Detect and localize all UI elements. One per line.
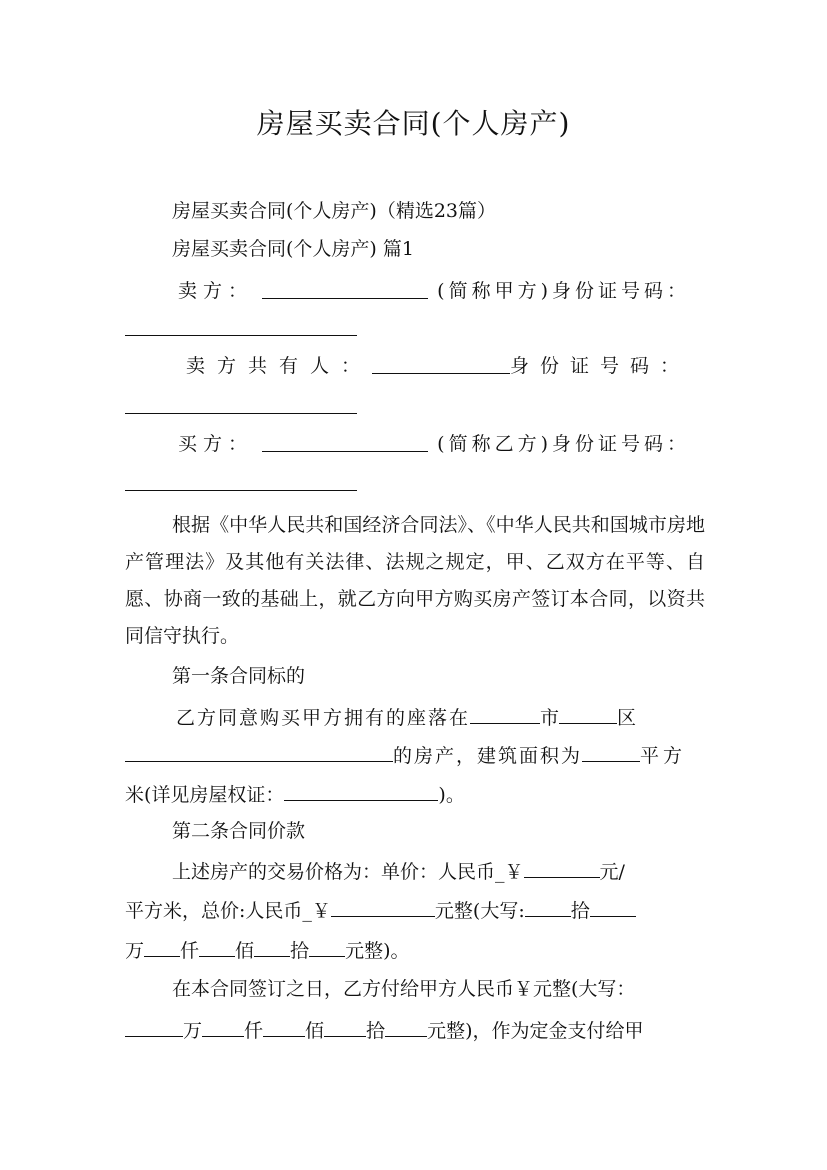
art2-p2-d: 佰 bbox=[305, 1020, 325, 1042]
art2-p2-b: 万 bbox=[183, 1020, 203, 1042]
article-2-line-5 bbox=[125, 1016, 643, 1044]
art2-p1-i: 拾 bbox=[290, 940, 310, 962]
art2-p1-j: 元整)。 bbox=[345, 940, 410, 962]
article-1-line-1 bbox=[176, 703, 636, 731]
intro-line-2: 房屋买卖合同(个人房产) 篇1 bbox=[172, 238, 414, 260]
amount-blank-4 bbox=[199, 936, 235, 957]
art2-p1-g: 仟 bbox=[180, 940, 200, 962]
co-owner-note: 身份证号码： bbox=[509, 355, 690, 377]
amount-blank-5 bbox=[254, 936, 290, 957]
art2-p1-h: 佰 bbox=[235, 940, 255, 962]
seller-note: (简称甲方)身份证号码： bbox=[437, 280, 690, 302]
buyer-name-blank bbox=[262, 431, 428, 452]
unit-price-blank bbox=[524, 857, 600, 878]
city-blank bbox=[470, 703, 540, 724]
article-2-line-4: 在本合同签订之日，乙方付给甲方人民币￥元整(大写： bbox=[172, 978, 636, 1000]
seller-row bbox=[178, 278, 690, 304]
deposit-blank-5 bbox=[385, 1016, 427, 1037]
buyer-row bbox=[178, 431, 690, 457]
article-2-line-1 bbox=[172, 857, 625, 885]
deposit-blank-3 bbox=[263, 1016, 305, 1037]
amount-blank-3 bbox=[144, 936, 180, 957]
buyer-id-blank bbox=[125, 490, 357, 491]
art2-p1-f: 万 bbox=[125, 940, 145, 962]
art1-text-d: 的房产，建筑面积为 bbox=[393, 745, 583, 767]
deposit-blank-1 bbox=[125, 1016, 183, 1037]
district-blank bbox=[559, 703, 617, 724]
art2-p1-d: 元整(大写: bbox=[434, 900, 525, 922]
address-blank bbox=[125, 741, 393, 762]
intro-line-1: 房屋买卖合同(个人房产)（精选23篇） bbox=[172, 200, 497, 222]
seller-id-blank bbox=[125, 335, 357, 336]
amount-blank-1 bbox=[525, 896, 571, 917]
certificate-blank bbox=[284, 780, 438, 801]
art2-p1-e: 拾 bbox=[570, 900, 590, 922]
art1-text-a: 乙方同意购买甲方拥有的座落在 bbox=[176, 707, 471, 729]
art2-p1-a: 上述房产的交易价格为：单价：人民币_￥ bbox=[172, 861, 524, 883]
buyer-label: 买方： bbox=[178, 433, 254, 455]
article-2-line-2 bbox=[125, 896, 636, 924]
article-2-line-3 bbox=[125, 936, 409, 964]
article-1-title: 第一条合同标的 bbox=[172, 665, 306, 687]
total-price-blank bbox=[331, 896, 435, 917]
art1-text-b: 市 bbox=[540, 707, 560, 729]
co-owner-row bbox=[186, 353, 690, 379]
preamble-paragraph: 根据《中华人民共和国经济合同法》、《中华人民共和国城市房地产管理法》及其他有关法律、法规之规定，甲、乙双方在平等、自愿、协商一致的基础上，就乙方向甲方购买房产签订本合同，以资共同信守执行。 bbox=[125, 514, 705, 647]
art2-p2-f: 元整)，作为定金支付给甲 bbox=[427, 1020, 644, 1042]
amount-blank-6 bbox=[309, 936, 345, 957]
co-owner-label: 卖方共有人： bbox=[186, 355, 373, 377]
art2-p2-c: 仟 bbox=[244, 1020, 264, 1042]
area-blank bbox=[582, 741, 640, 762]
art1-text-f: 米(详见房屋权证： bbox=[125, 784, 285, 806]
article-2-title: 第二条合同价款 bbox=[172, 820, 306, 842]
buyer-note: (简称乙方)身份证号码： bbox=[437, 433, 690, 455]
article-1-line-2 bbox=[125, 741, 686, 769]
art2-p2-e: 拾 bbox=[366, 1020, 386, 1042]
deposit-blank-2 bbox=[202, 1016, 244, 1037]
deposit-blank-4 bbox=[324, 1016, 366, 1037]
art1-text-g: )。 bbox=[438, 784, 465, 806]
article-1-line-3 bbox=[125, 780, 465, 808]
amount-blank-2 bbox=[590, 896, 636, 917]
seller-name-blank bbox=[262, 278, 428, 299]
art1-text-c: 区 bbox=[617, 707, 637, 729]
co-owner-id-blank bbox=[125, 413, 357, 414]
document-title: 房屋买卖合同(个人房产) bbox=[256, 107, 571, 140]
art1-text-e: 平方 bbox=[640, 745, 687, 767]
co-owner-name-blank bbox=[372, 353, 510, 374]
seller-label: 卖方： bbox=[178, 280, 254, 302]
art2-p1-c: 平方米，总价:人民币_￥ bbox=[125, 900, 331, 922]
art2-p1-b: 元/ bbox=[599, 861, 625, 883]
